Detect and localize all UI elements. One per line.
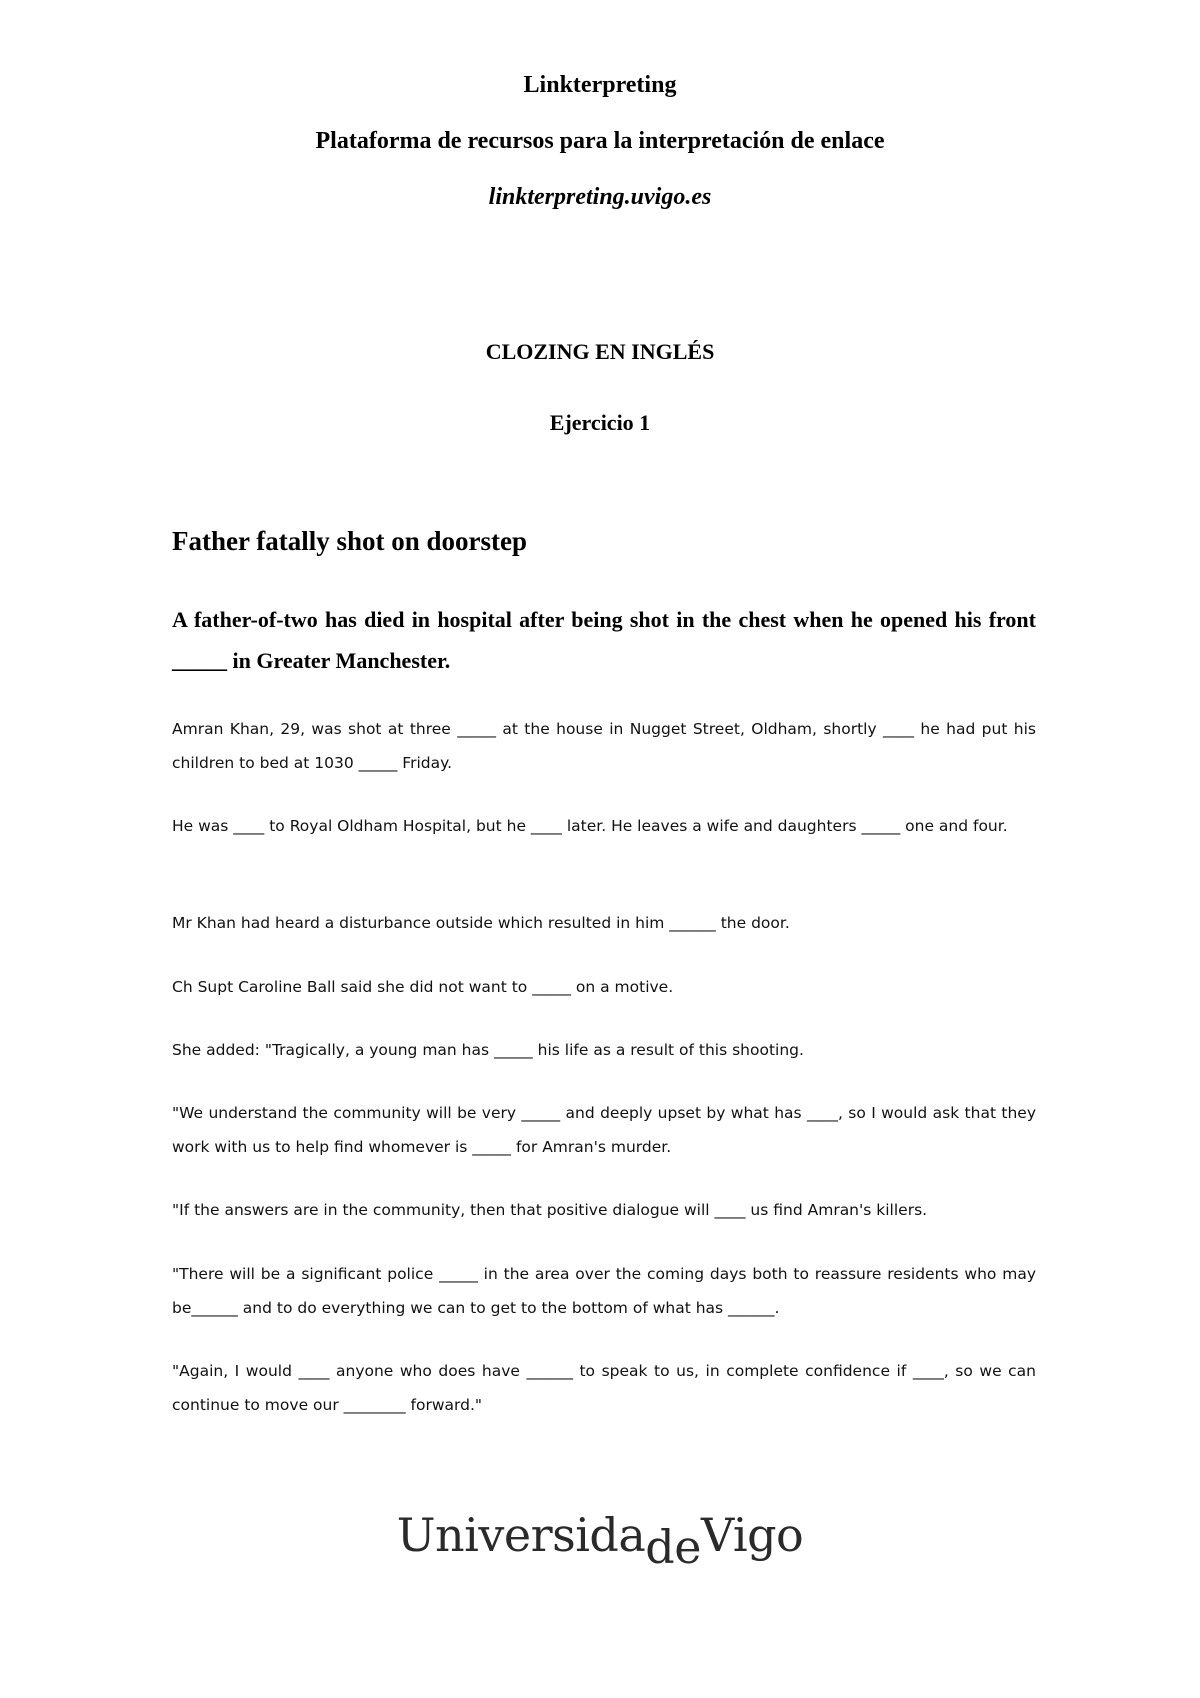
article-paragraph <box>172 1033 1036 1067</box>
paragraph-text: Ch Supt Caroline Ball said she did not want to _____ on a motive. <box>172 978 674 996</box>
paragraph-text: He was ____ to Royal Oldham Hospital, but he ____ later. He leaves a wife and daughters _____ one and four. <box>172 817 1008 835</box>
article-paragraph <box>172 712 1036 780</box>
paragraph-text: "There will be a significant police _____ in the area over the coming days both to reassure residents who may be______ and to do everything we can to get to the bottom of what has ______. <box>172 1265 1036 1317</box>
logo-text-vigo: Vigo <box>700 1508 804 1562</box>
article-headline: Father fatally shot on doorstep <box>172 526 527 556</box>
article-paragraph <box>172 1096 1036 1164</box>
article-paragraph <box>172 906 1036 940</box>
paragraph-text: "We understand the community will be very _____ and deeply upset by what has ____, so I would ask that they work with us to help find whomever is _____ for Amran's murder. <box>172 1104 1036 1156</box>
article-paragraph <box>172 970 1036 1004</box>
paragraph-text: "If the answers are in the community, then that positive dialogue will ____ us find Amran's killers. <box>172 1201 928 1219</box>
exercise-label: Ejercicio 1 <box>549 410 651 435</box>
paragraph-text: "Again, I would ____ anyone who does have ______ to speak to us, in complete confidence if ____, so we can continue to move our ________ forward." <box>172 1362 1036 1414</box>
logo-text-universida: Universida <box>396 1508 646 1562</box>
logo-text-de: de <box>645 1520 701 1574</box>
article-standfirst: A father-of-two has died in hospital after being shot in the chest when he opened his front _____ in Greater Manchester. <box>172 607 1036 673</box>
article-paragraph <box>172 1257 1036 1325</box>
section-title: CLOZING EN INGLÉS <box>485 339 715 364</box>
university-logo <box>0 1508 1200 1574</box>
article-paragraph <box>172 809 1036 843</box>
site-url: linkterpreting.uvigo.es <box>488 184 712 210</box>
site-subtitle: Plataforma de recursos para la interpretación de enlace <box>315 128 885 154</box>
article-paragraph <box>172 1354 1036 1422</box>
paragraph-text: Mr Khan had heard a disturbance outside which resulted in him ______ the door. <box>172 914 790 932</box>
article-paragraph <box>172 1193 1036 1227</box>
paragraph-text: Amran Khan, 29, was shot at three _____ at the house in Nugget Street, Oldham, shortly ____ he had put his children to bed at 1030 _____ Friday. <box>172 720 1036 772</box>
paragraph-text: She added: "Tragically, a young man has _____ his life as a result of this shooting. <box>172 1041 804 1059</box>
site-name: Linkterpreting <box>523 72 677 98</box>
